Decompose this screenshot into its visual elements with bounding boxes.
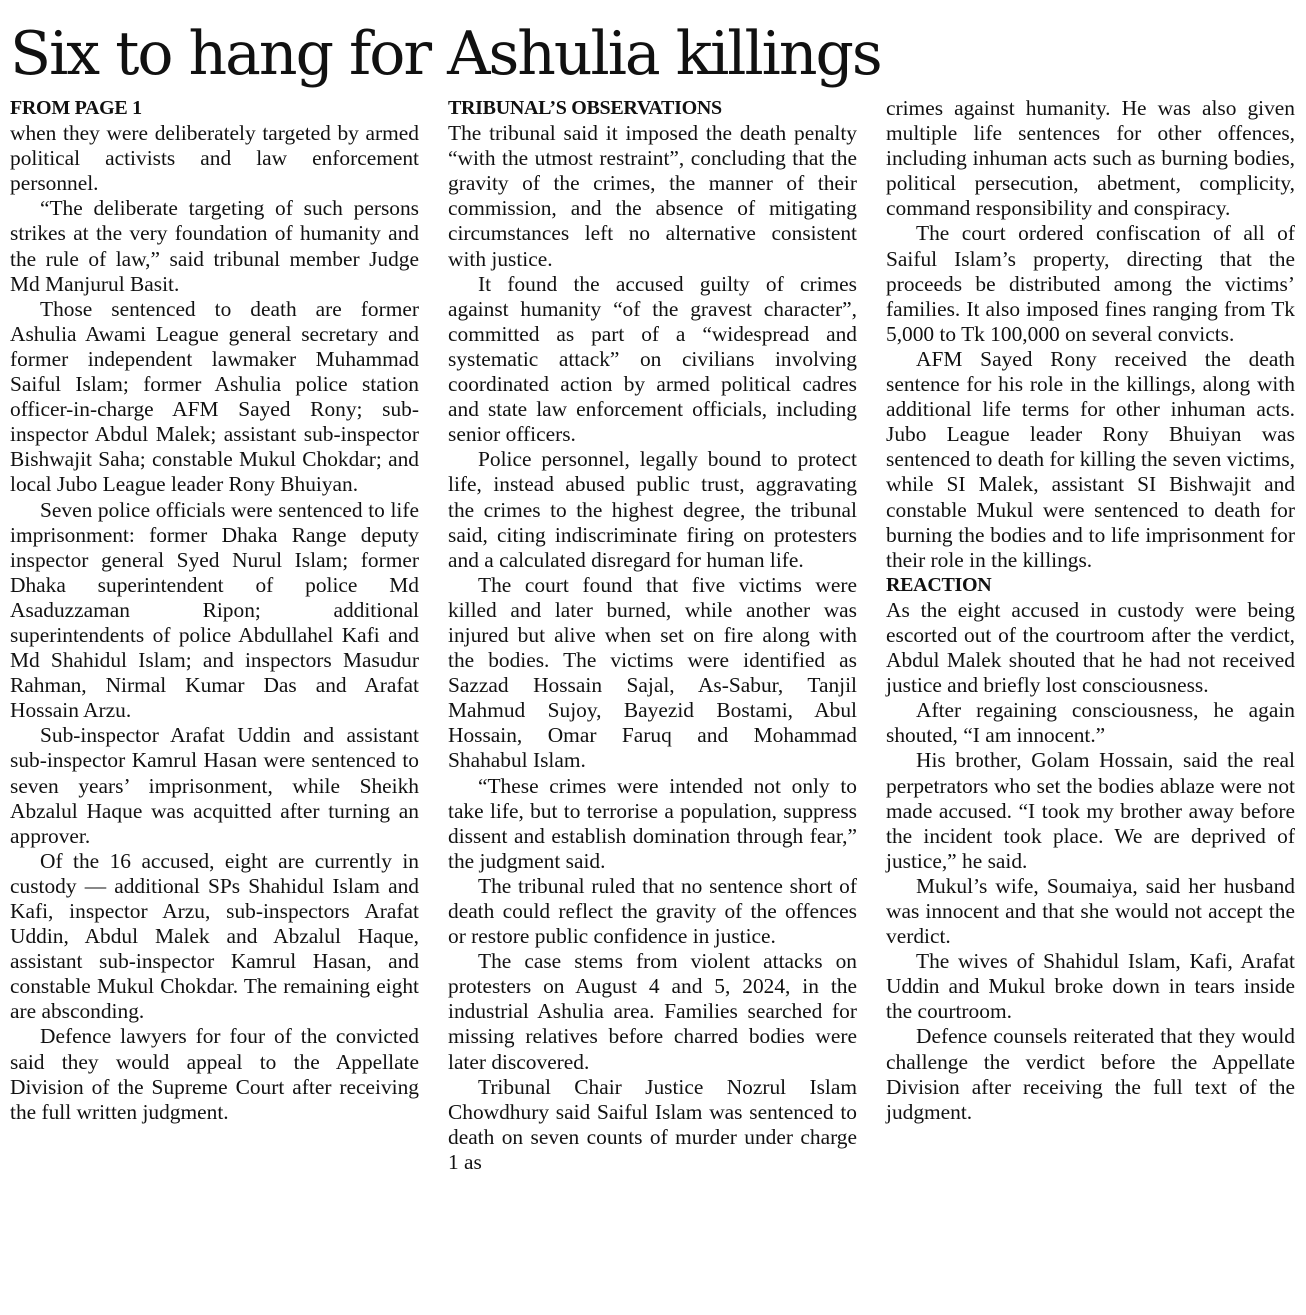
article-column-1 xyxy=(10,96,419,1125)
paragraph: As the eight accused in custody were being escorted out of the courtroom after the verdict, Abdul Malek shouted that he had not received justice and briefly lost consciousness. xyxy=(886,597,1295,698)
paragraph: It found the accused guilty of crimes against humanity “of the gravest character”, committed as part of a “widespread and systematic attack” on civilians involving coordinated action by armed political cadres and state law enforcement officials, including senior officers. xyxy=(448,271,857,447)
article-column-2 xyxy=(448,96,857,1175)
paragraph: Those sentenced to death are former Ashulia Awami League general secretary and former independent lawmaker Muhammad Saiful Islam; former Ashulia police station officer-in-charge AFM Sayed Rony; sub-inspector Abdul Malek; assistant sub-inspector Bishwajit Saha; constable Mukul Chokdar; and local Jubo League leader Rony Bhuiyan. xyxy=(10,296,419,497)
paragraph: Tribunal Chair Justice Nozrul Islam Chowdhury said Saiful Islam was sentenced to death on seven counts of murder under charge 1 as xyxy=(448,1074,857,1174)
paragraph: The case stems from violent attacks on protesters on August 4 and 5, 2024, in the industrial Ashulia area. Families searched for missing relatives before charred bodies were later discovered. xyxy=(448,949,857,1074)
article-column-3 xyxy=(886,96,1295,1125)
paragraph: The tribunal ruled that no sentence short of death could reflect the gravity of the offences or restore public confidence in justice. xyxy=(448,873,857,949)
headline: Six to hang for Ashulia killings xyxy=(10,19,881,89)
paragraph: “These crimes were intended not only to take life, but to terrorise a population, suppress dissent and establish domination through fear,” the judgment said. xyxy=(448,773,857,873)
subheading: TRIBUNAL’S OBSERVATIONS xyxy=(448,97,722,119)
paragraph: Mukul’s wife, Soumaiya, said her husband was innocent and that she would not accept the verdict. xyxy=(886,873,1295,949)
paragraph: The court ordered confiscation of all of Saiful Islam’s property, directing that the proceeds be distributed among the victims’ families. It also imposed fines ranging from Tk 5,000 to Tk 100,000 on several convicts. xyxy=(886,221,1295,346)
subheading: FROM PAGE 1 xyxy=(10,97,142,119)
paragraph: His brother, Golam Hossain, said the real perpetrators who set the bodies ablaze were not made accused. “I took my brother away before the incident took place. We are deprived of justice,” he said. xyxy=(886,748,1295,873)
paragraph: Sub-inspector Arafat Uddin and assistant sub-inspector Kamrul Hasan were sentenced to seven years’ imprisonment, while Sheikh Abzalul Haque was acquitted after turning an approver. xyxy=(10,723,419,848)
paragraph: The wives of Shahidul Islam, Kafi, Arafat Uddin and Mukul broke down in tears inside the courtroom. xyxy=(886,949,1295,1024)
paragraph: Of the 16 accused, eight are currently in custody — additional SPs Shahidul Islam and Kafi, inspector Arzu, sub-inspectors Arafat Uddin, Abdul Malek and Abzalul Haque, assistant sub-inspector Kamrul Hasan, and constable Mukul Chokdar. The remaining eight are absconding. xyxy=(10,848,419,1024)
paragraph: Defence lawyers for four of the convicted said they would appeal to the Appellate Division of the Supreme Court after receiving the full written judgment. xyxy=(10,1024,419,1124)
subheading: REACTION xyxy=(886,573,992,596)
paragraph: AFM Sayed Rony received the death sentence for his role in the killings, along with additional life terms for other inhuman acts. Jubo League leader Rony Bhuiyan was sentenced to death for killing the seven victims, while SI Malek, assistant SI Bishwajit and constable Mukul were sentenced to death for burning the bodies and to life imprisonment for their role in the killings. xyxy=(886,346,1295,572)
paragraph: Defence counsels reiterated that they would challenge the verdict before the Appellate Division after receiving the full text of the judgment. xyxy=(886,1024,1295,1124)
paragraph: Police personnel, legally bound to protect life, instead abused public trust, aggravating the crimes to the highest degree, the tribunal said, citing indiscriminate firing on protesters and a calculated disregard for human life. xyxy=(448,447,857,572)
paragraph: After regaining consciousness, he again shouted, “I am innocent.” xyxy=(886,698,1295,748)
paragraph: Seven police officials were sentenced to life imprisonment: former Dhaka Range deputy inspector general Syed Nurul Islam; former Dhaka superintendent of police Md Asaduzzaman Ripon; additional superintendents of police Abdullahel Kafi and Md Shahidul Islam; and inspectors Masudur Rahman, Nirmal Kumar Das and Arafat Hossain Arzu. xyxy=(10,497,419,723)
paragraph: crimes against humanity. He was also given multiple life sentences for other offences, including inhuman acts such as burning bodies, political persecution, abetment, complicity, command responsibility and conspiracy. xyxy=(886,96,1295,221)
paragraph: The tribunal said it imposed the death penalty “with the utmost restraint”, concluding that the gravity of the crimes, the manner of their commission, and the absence of mitigating circumstances left no alternative consistent with justice. xyxy=(448,121,857,271)
paragraph: when they were deliberately targeted by armed political activists and law enforcement personnel. xyxy=(10,121,419,196)
paragraph: The court found that five victims were killed and later burned, while another was injured but alive when set on fire along with the bodies. The victims were identified as Sazzad Hossain Sajal, As-Sabur, Tanjil Mahmud Sujoy, Bayezid Bostami, Abul Hossain, Omar Faruq and Mohammad Shahabul Islam. xyxy=(448,572,857,773)
paragraph: “The deliberate targeting of such persons strikes at the very foundation of humanity and the rule of law,” said tribunal member Judge Md Manjurul Basit. xyxy=(10,196,419,296)
